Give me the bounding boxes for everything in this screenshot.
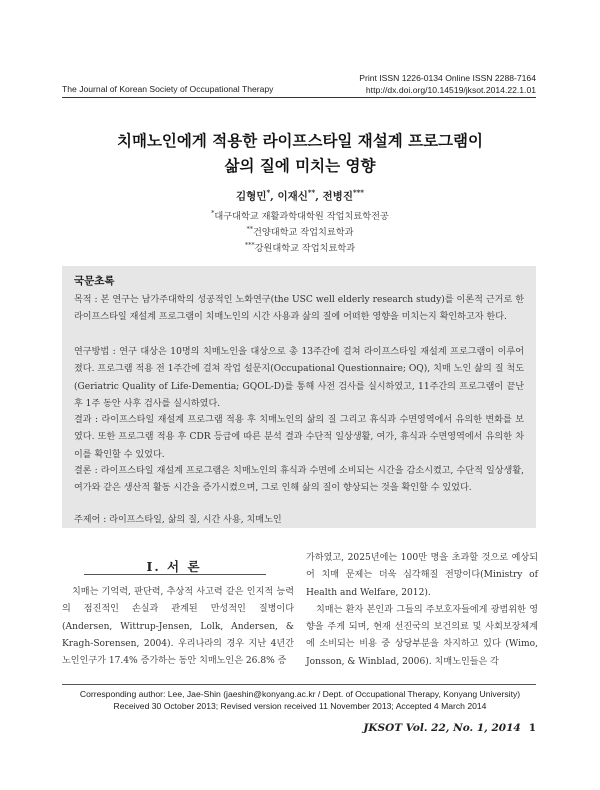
issn-line: Print ISSN 1226-0134 Online ISSN 2288-7164 bbox=[359, 73, 536, 83]
affiliation-3-text: 강원대학교 작업치료학과 bbox=[254, 243, 356, 254]
page-number: 1 bbox=[528, 722, 536, 734]
author-3-mark: *** bbox=[352, 188, 364, 197]
doi-link[interactable]: http://dx.doi.org/10.14519/jksot.2014.22.1.01 bbox=[365, 85, 536, 95]
affiliation-1-text: 대구대학교 재활과학대학원 작업치료학전공 bbox=[214, 211, 389, 222]
author-separator: , bbox=[270, 190, 278, 203]
abstract-results: 결과 : 라이프스타일 재설계 프로그램 적용 후 치매노인의 삶의 질 그리고 휴식과 수면영역에서 유의한 변화를 보였다. 또한 프로그램 적용 후 CDR 등급에 따른 분석 결과 수단적 일상생활, 여가, 휴식과 수면영역에서 유의한 차이를 확인할 수 있었다. bbox=[74, 415, 524, 460]
body-paragraph: 치매는 기억력, 판단력, 추상적 사고력 같은 인지적 능력의 점진적인 손실과 관계된 만성적인 질병이다 (Andersen, Wittrup-Jensen, Lolk, Andersen, & Kragh-Sorensen, 2004). 우리나라의 경우 지난 4년간 노인인구가 17.4% 증가하는 동안 치매노인은 26.8% 증 bbox=[62, 587, 294, 667]
body-right-column bbox=[306, 550, 538, 671]
journal-issue: JKSOT Vol. 22, No. 1, 2014 bbox=[363, 722, 521, 734]
author-1-mark: * bbox=[266, 188, 271, 197]
abstract-keywords: 주제어 : 라이프스타일, 삶의 질, 시간 사용, 치매노인 bbox=[74, 515, 282, 525]
section-heading-underline bbox=[84, 574, 266, 575]
footer-divider bbox=[62, 684, 536, 685]
affiliation-3-mark: *** bbox=[244, 240, 255, 249]
body-paragraph: 가하였고, 2025년에는 100만 명을 초과할 것으로 예상되어 치매 문제는 더욱 심각해질 전망이다(Ministry of Health and Welfare, 2012). bbox=[306, 553, 538, 598]
author-separator: , bbox=[315, 190, 323, 203]
author-1: 김형민 bbox=[236, 190, 267, 203]
body-paragraph: 치매는 환자 본인과 그들의 주보호자들에게 광범위한 영향을 주게 되며, 현재 선진국의 보건의료 및 사회보장체계에 소비되는 비용 중 상당부분을 차지하고 있다 (Wimo, Jonsson, & Winblad, 2006). 치매노인들은 각 bbox=[306, 604, 538, 667]
received-dates: Received 30 October 2013; Revised version received 11 November 2013; Accepted 4 March 2014 bbox=[113, 701, 487, 711]
author-list bbox=[0, 188, 600, 204]
abstract-conclusion: 결론 : 라이프스타일 재설계 프로그램은 치매노인의 휴식과 수면에 소비되는 시간을 감소시켰고, 수단적 일상생활, 여가와 같은 생산적 활동 시간을 증가시켰으며, 그로 인해 삶의 질이 향상되는 것을 확인할 수 있었다. bbox=[74, 466, 524, 494]
header-divider bbox=[62, 97, 536, 98]
author-2-mark: ** bbox=[307, 188, 316, 197]
affiliation-1-mark: * bbox=[211, 208, 215, 217]
journal-issue-footer bbox=[363, 722, 536, 734]
section-heading-introduction: Ⅰ. 서 론 bbox=[146, 559, 202, 574]
affiliation-2-mark: ** bbox=[246, 224, 253, 233]
abstract-heading: 국문초록 bbox=[74, 275, 115, 287]
title-line-2: 삶의 질에 미치는 영향 bbox=[224, 156, 376, 175]
title-line-1: 치매노인에게 적용한 라이프스타일 재설계 프로그램이 bbox=[117, 131, 483, 150]
body-left-column bbox=[62, 584, 294, 670]
corresponding-author: Corresponding author: Lee, Jae-Shin (jaeshin@konyang.ac.kr / Dept. of Occupational Therapy, Konyang University) bbox=[79, 689, 521, 699]
affiliation-2-text: 건양대학교 작업치료학과 bbox=[252, 227, 354, 238]
author-2: 이재신 bbox=[277, 190, 308, 203]
abstract-methods: 연구방법 : 연구 대상은 10명의 치매노인을 대상으로 총 13주간에 걸쳐 라이프스타일 재설계 프로그램이 이루어졌다. 프로그램 적용 전 1주간에 걸쳐 작업 설문지(Occupational Questionnaire; OQ), 치매 노인 삶의 질 척도(Geriatric Quality of Life-Dementia; GQOL-D)를 통해 사전 검사를 실시하였고, 11주간의 프로그램이 끝난 후 1주 동안 사후 검사를 실시하였다. bbox=[74, 347, 524, 409]
affiliation-3 bbox=[0, 240, 600, 254]
journal-identifiers bbox=[359, 72, 536, 96]
affiliation-2 bbox=[0, 224, 600, 238]
author-3: 전병진 bbox=[322, 190, 353, 203]
paper-title bbox=[0, 128, 600, 178]
journal-name: The Journal of Korean Society of Occupational Therapy bbox=[62, 84, 274, 94]
affiliation-1 bbox=[0, 208, 600, 222]
abstract-purpose: 목적 : 본 연구는 남가주대학의 성공적인 노화연구(the USC well elderly research study)를 이론적 근거로 한 라이프스타일 재설계 프로그램이 치매노인의 시간 사용과 삶의 질에 어떠한 영향을 미치는지 확인하고자 한다. bbox=[74, 295, 524, 323]
